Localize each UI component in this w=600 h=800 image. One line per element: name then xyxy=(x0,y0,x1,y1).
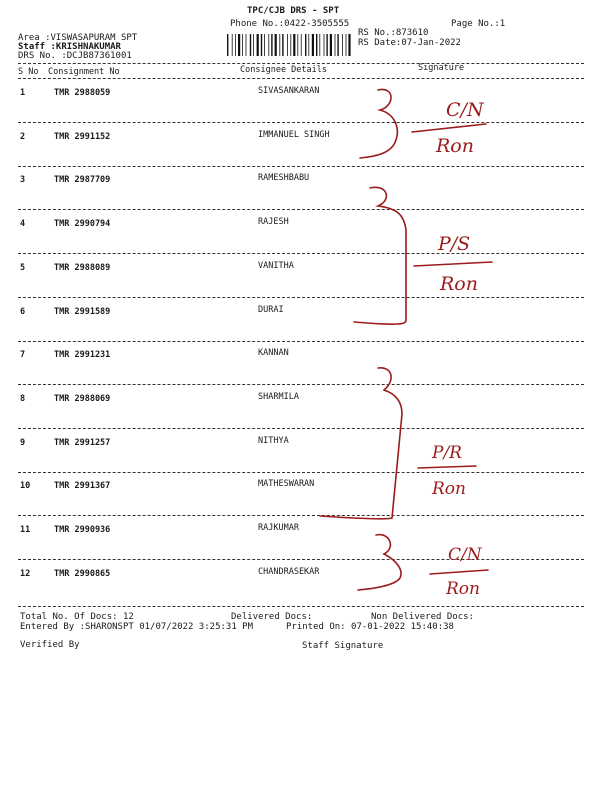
barcode-bar xyxy=(346,34,347,56)
note-pr: P/R xyxy=(432,443,462,463)
row-consignment-number: TMR 2988069 xyxy=(54,393,111,404)
row-consignment-number: TMR 2991257 xyxy=(54,437,111,448)
table-row xyxy=(18,84,584,126)
note-cn-bottom: C/N xyxy=(448,545,482,565)
barcode-bar xyxy=(335,34,336,56)
page-number: Page No.:1 xyxy=(451,19,506,29)
row-serial-number: 5 xyxy=(20,262,26,273)
barcode xyxy=(227,34,353,56)
row-divider xyxy=(18,559,584,560)
row-divider xyxy=(18,122,584,123)
phone-number: Phone No.:0422-3505555 xyxy=(230,19,350,29)
row-consignment-number: TMR 2991367 xyxy=(54,481,111,492)
total-docs: Total No. Of Docs: 12 xyxy=(20,612,134,622)
row-serial-number: 1 xyxy=(20,88,26,98)
barcode-bar xyxy=(316,34,317,56)
header-divider-top xyxy=(18,63,584,64)
row-divider xyxy=(18,472,584,473)
row-consignment-number: TMR 2990794 xyxy=(54,219,111,230)
row-consignee-name: KANNAN xyxy=(258,348,289,359)
printed-on: Printed On: 07-01-2022 15:40:38 xyxy=(286,622,454,632)
row-serial-number: 4 xyxy=(20,219,26,230)
row-divider xyxy=(18,384,584,385)
row-consignee-name: RAJKUMAR xyxy=(258,523,299,533)
row-consignee-name: MATHESWARAN xyxy=(258,479,315,490)
table-row xyxy=(18,346,584,388)
row-divider xyxy=(18,253,584,254)
row-consignment-number: TMR 2991152 xyxy=(54,131,111,142)
table-row xyxy=(18,303,584,345)
barcode-bar xyxy=(238,34,240,56)
row-consignment-number: TMR 2988089 xyxy=(54,262,111,273)
barcode-bar xyxy=(275,34,277,56)
row-consignee-name: RAJESH xyxy=(258,217,289,228)
row-consignment-number: TMR 2991231 xyxy=(54,350,111,361)
barcode-bar xyxy=(261,34,262,56)
delivered-docs: Delivered Docs: xyxy=(231,612,313,622)
barcode-bar xyxy=(342,34,343,56)
table-row xyxy=(18,128,584,170)
row-divider xyxy=(18,166,584,167)
barcode-bar xyxy=(271,34,272,56)
row-divider xyxy=(18,428,584,429)
non-delivered-docs: Non Delivered Docs: xyxy=(371,612,474,622)
row-consignment-number: TMR 2987709 xyxy=(54,175,111,186)
barcode-bar xyxy=(253,34,254,56)
note-ron-2: Ron xyxy=(440,273,478,295)
column-consignee: Consignee Details xyxy=(240,65,327,75)
barcode-bar xyxy=(257,34,259,56)
barcode-bar xyxy=(348,34,350,56)
table-row xyxy=(18,390,584,432)
table-row xyxy=(18,477,584,519)
barcode-bar xyxy=(312,34,314,56)
barcode-bar xyxy=(268,34,269,56)
row-consignee-name: CHANDRASEKAR xyxy=(258,566,320,577)
staff-label: Staff :KRISHNAKUMAR xyxy=(18,42,121,52)
barcode-bar xyxy=(308,34,309,56)
row-consignment-number: TMR 2990865 xyxy=(54,568,111,579)
row-divider xyxy=(18,515,584,516)
barcode-bar xyxy=(301,34,302,56)
barcode-bar xyxy=(279,34,280,56)
barcode-bar xyxy=(330,34,332,56)
row-consignee-name: SIVASANKARAN xyxy=(258,86,320,96)
barcode-bar xyxy=(242,34,243,56)
table-row xyxy=(18,565,584,607)
note-ron-3: Ron xyxy=(432,479,466,499)
barcode-bar xyxy=(293,34,295,56)
row-consignee-name: RAMESHBABU xyxy=(258,173,310,184)
rs-date: RS Date:07-Jan-2022 xyxy=(358,38,461,48)
row-divider xyxy=(18,297,584,298)
row-serial-number: 8 xyxy=(20,393,26,404)
row-serial-number: 2 xyxy=(20,131,26,142)
entered-by: Entered By :SHARONSPT 01/07/2022 3:25:31 PM xyxy=(20,622,253,632)
barcode-bar xyxy=(227,34,228,56)
footer-divider xyxy=(18,606,584,607)
barcode-bar xyxy=(250,34,251,56)
row-consignee-name: IMMANUEL SINGH xyxy=(258,129,330,140)
table-row xyxy=(18,215,584,257)
row-serial-number: 3 xyxy=(20,175,26,186)
barcode-bar xyxy=(232,34,233,56)
row-consignment-number: TMR 2990936 xyxy=(54,525,111,535)
barcode-bar xyxy=(319,34,320,56)
row-consignment-number: TMR 2988059 xyxy=(54,88,111,98)
barcode-bar xyxy=(246,34,247,56)
row-consignee-name: NITHYA xyxy=(258,435,289,446)
barcode-bar xyxy=(326,34,327,56)
drs-number: DRS No. :DCJB87361001 xyxy=(18,51,132,61)
note-ps: P/S xyxy=(438,233,471,255)
row-serial-number: 9 xyxy=(20,437,26,448)
note-cn-top: C/N xyxy=(446,99,484,121)
rs-number: RS No.:873610 xyxy=(358,28,429,38)
row-divider xyxy=(18,341,584,342)
row-serial-number: 12 xyxy=(20,568,31,579)
note-ron-1: Ron xyxy=(436,135,474,157)
row-consignee-name: DURAI xyxy=(258,304,284,315)
barcode-bar xyxy=(290,34,291,56)
column-consignment: Consignment No xyxy=(48,67,120,77)
barcode-bar xyxy=(305,34,306,56)
barcode-bar xyxy=(264,34,265,56)
area-label: Area :VISWASAPURAM SPT xyxy=(18,33,138,43)
row-serial-number: 6 xyxy=(20,306,26,317)
header-divider-bottom xyxy=(18,78,584,79)
table-row xyxy=(18,259,584,301)
row-consignment-number: TMR 2991589 xyxy=(54,306,111,317)
note-ron-4: Ron xyxy=(446,579,480,599)
table-row xyxy=(18,521,584,563)
row-serial-number: 7 xyxy=(20,350,26,361)
column-signature: Signature xyxy=(418,63,465,73)
barcode-bar xyxy=(287,34,288,56)
row-consignee-name: VANITHA xyxy=(258,260,294,271)
barcode-bar xyxy=(297,34,298,56)
table-row xyxy=(18,434,584,476)
barcode-bar xyxy=(235,34,236,56)
document-title: TPC/CJB DRS - SPT xyxy=(247,6,340,16)
barcode-bar xyxy=(324,34,325,56)
column-sno: S No xyxy=(18,67,39,77)
row-serial-number: 11 xyxy=(20,525,31,535)
staff-signature-label: Staff Signature xyxy=(302,641,384,651)
verified-by: Verified By xyxy=(20,640,80,650)
barcode-bar xyxy=(337,34,338,56)
row-consignee-name: SHARMILA xyxy=(258,391,299,402)
barcode-bar xyxy=(282,34,283,56)
row-divider xyxy=(18,209,584,210)
table-row xyxy=(18,171,584,213)
row-serial-number: 10 xyxy=(20,481,31,492)
